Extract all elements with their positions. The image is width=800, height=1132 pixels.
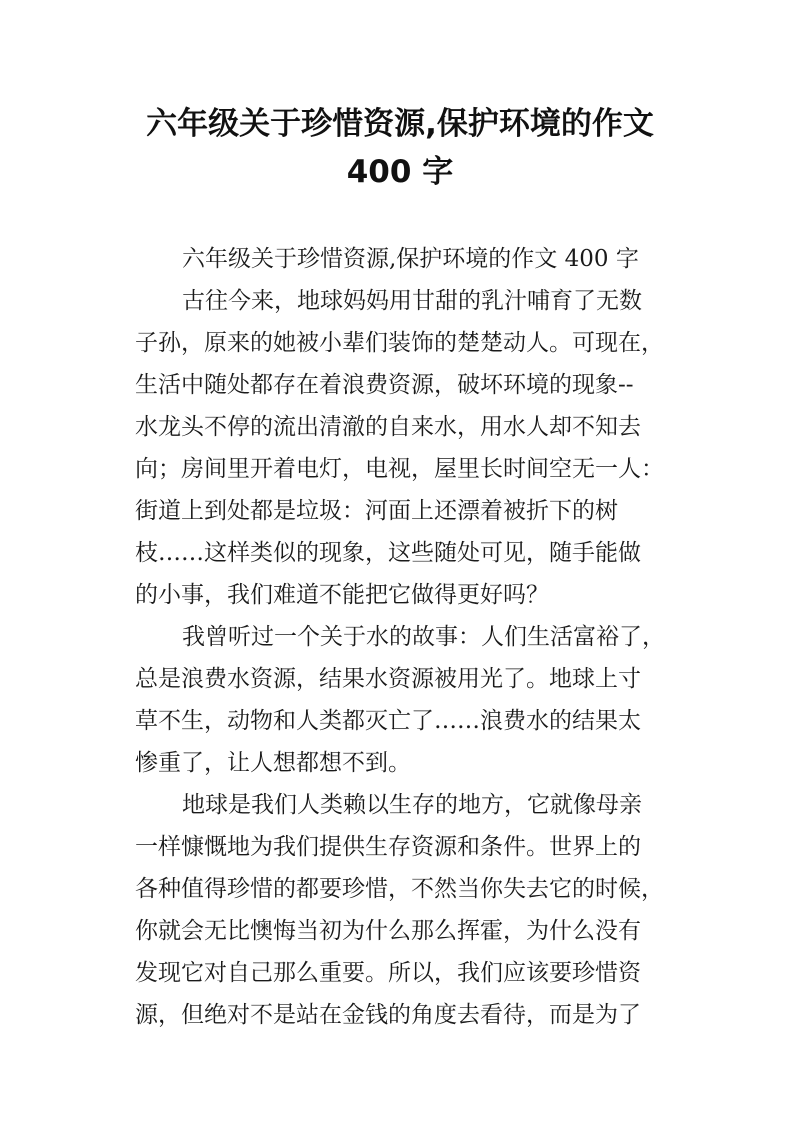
text-line: 源，但绝对不是站在金钱的角度去看待，而是为了 bbox=[135, 1002, 641, 1028]
text-line: 的小事，我们难道不能把它做得更好吗？ bbox=[135, 582, 549, 608]
text-line: 草不生，动物和人类都灭亡了……浪费水的结果太 bbox=[135, 708, 641, 734]
text-line: 古往今来，地球妈妈用甘甜的乳汁哺育了无数 bbox=[182, 288, 642, 314]
title-line-1: 六年级关于珍惜资源,保护环境的作文 bbox=[146, 106, 654, 142]
text-line: 各种值得珍惜的都要珍惜，不然当你失去它的时候， bbox=[135, 876, 664, 902]
text-line: 街道上到处都是垃圾：河面上还漂着被折下的树 bbox=[135, 498, 618, 524]
text-line: 总是浪费水资源，结果水资源被用光了。地球上寸 bbox=[135, 666, 641, 692]
title-line-2: 400 字 bbox=[346, 154, 454, 190]
document-title bbox=[100, 100, 700, 196]
text-line: 子孙，原来的她被小辈们装饰的楚楚动人。可现在， bbox=[135, 330, 664, 356]
text-line: 枝……这样类似的现象，这些随处可见，随手能做 bbox=[135, 540, 641, 566]
text-line: 水龙头不停的流出清澈的自来水，用水人却不知去 bbox=[135, 414, 641, 440]
text-line: 发现它对自己那么重要。所以，我们应该要珍惜资 bbox=[135, 960, 641, 986]
text-line: 六年级关于珍惜资源,保护环境的作文 400 字 bbox=[182, 246, 639, 272]
text-line: 惨重了，让人想都想不到。 bbox=[135, 750, 411, 776]
document-body bbox=[135, 238, 680, 1036]
text-line: 地球是我们人类赖以生存的地方，它就像母亲 bbox=[182, 792, 642, 818]
text-line: 向；房间里开着电灯，电视，屋里长时间空无一人： bbox=[135, 456, 664, 482]
text-line: 一样慷慨地为我们提供生存资源和条件。世界上的 bbox=[135, 834, 641, 860]
text-line: 你就会无比懊悔当初为什么那么挥霍，为什么没有 bbox=[135, 918, 641, 944]
text-line: 我曾听过一个关于水的故事：人们生活富裕了， bbox=[182, 624, 665, 650]
text-line: 生活中随处都存在着浪费资源，破坏环境的现象-- bbox=[135, 372, 634, 398]
